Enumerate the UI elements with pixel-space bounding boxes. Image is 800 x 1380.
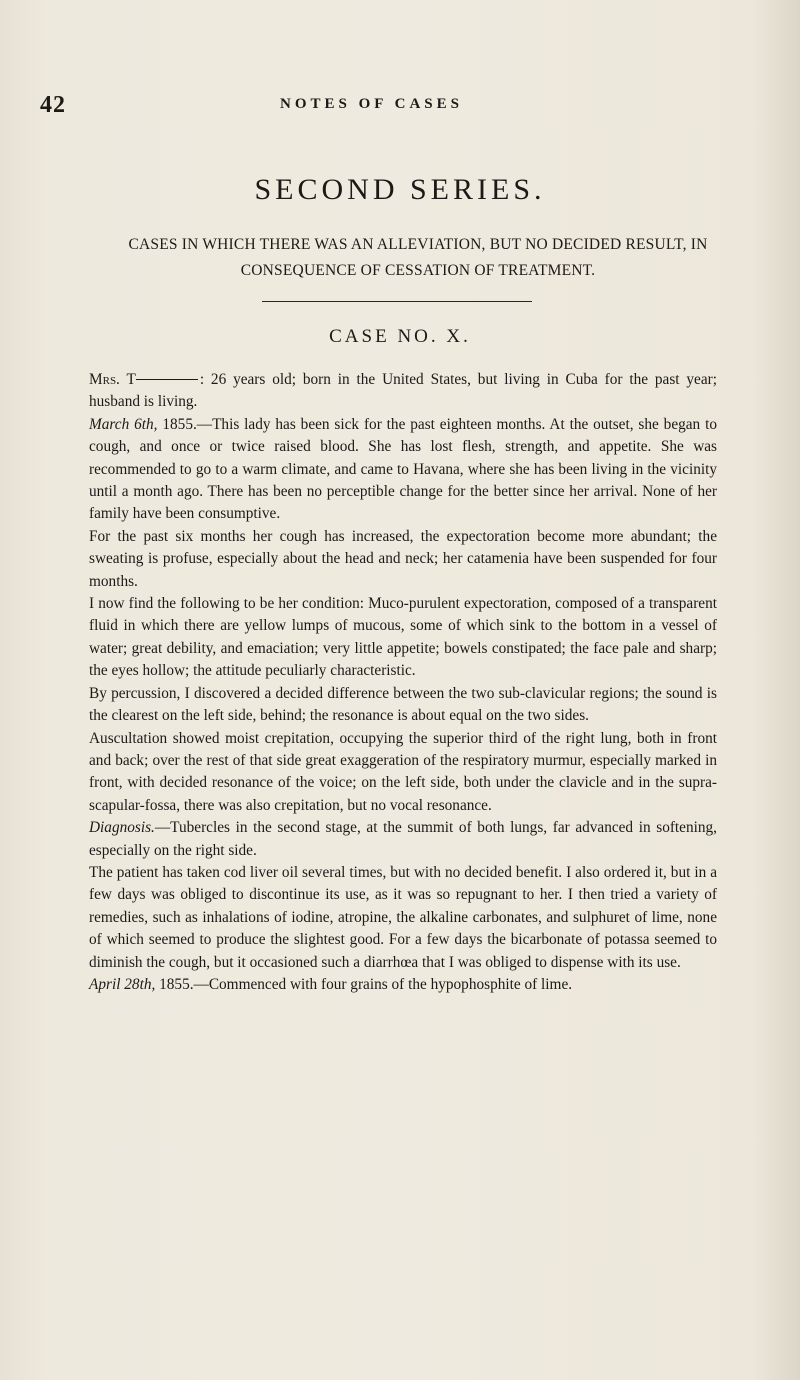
entry-text: Auscultation showed moist crepitation, occupying the superior third of the right lung, both in front and back; over the rest of that side great exaggeration of the respiratory murmur, especially marked in front, with decided resonance of the voice; on the left side, both under the clavicle and in the supra-scapular-fossa, there was also crepitation, but no vocal resonance. bbox=[89, 729, 717, 814]
page-number: 42 bbox=[40, 92, 66, 118]
case-paragraph bbox=[89, 817, 717, 862]
case-paragraph bbox=[89, 414, 717, 526]
case-paragraph bbox=[89, 728, 717, 818]
divider-rule bbox=[262, 301, 532, 302]
section-title: SECOND SERIES. bbox=[254, 173, 546, 206]
case-paragraph bbox=[89, 974, 717, 996]
entry-text: The patient has taken cod liver oil several times, but with no decided benefit. I also ordered it, but in a few days was obliged to discontinue its use, as it was so repugnant to her. I then tried a variety of remedies, such as inhalations of iodine, atropine, the alkaline carbonates, and sulphuret of lime, none of which seemed to produce the slightest good. For a few days the bicarbonate of potassa seemed to diminish the cough, but it occasioned such a diarrhœa that I was obliged to dispense with its use. bbox=[89, 863, 717, 971]
case-body bbox=[89, 369, 717, 996]
patient-intro bbox=[89, 369, 717, 414]
running-head bbox=[40, 92, 760, 120]
case-paragraph bbox=[89, 862, 717, 974]
entry-date: Diagnosis. bbox=[89, 819, 155, 837]
entry-date: April 28th, bbox=[89, 975, 156, 993]
entry-text: 1855.—This lady has been sick for the past eighteen months. At the outset, she began to cough, and once or twice raised blood. She has lost flesh, strength, and appetite. She was recommended to go to a warm climate, and came to Havana, where she has been living in the vicinity until a month ago. There has been no perceptible change for the better since her arrival. None of her family have been consumptive. bbox=[89, 415, 717, 523]
case-paragraph bbox=[89, 526, 717, 593]
patient-intro-text: : 26 years old; born in the United States, but living in Cuba for the past year; husband is living. bbox=[89, 371, 717, 411]
section-subtitle: CASES IN WHICH THERE WAS AN ALLEVIATION, BUT NO DECIDED RESULT, IN CONSEQUENCE OF CESSATION OF TREATMENT. bbox=[128, 236, 708, 279]
patient-label: Mrs. T bbox=[89, 371, 136, 388]
case-paragraph bbox=[89, 593, 717, 683]
entry-text: 1855.—Commenced with four grains of the hypophosphite of lime. bbox=[155, 975, 573, 993]
entry-text: —Tubercles in the second stage, at the summit of both lungs, far advanced in softening, especially on the right side. bbox=[89, 819, 717, 859]
entry-text: For the past six months her cough has increased, the expectoration become more abundant; the sweating is profuse, especially about the head and neck; her catamenia have been suspended for four months. bbox=[89, 527, 717, 590]
entry-date: March 6th, bbox=[89, 415, 158, 433]
case-paragraph bbox=[89, 683, 717, 728]
name-blank bbox=[136, 379, 198, 380]
running-title: NOTES OF CASES bbox=[280, 96, 463, 112]
entry-text: By percussion, I discovered a decided difference between the two sub-clavicular regions; the sound is the clearest on the left side, behind; the resonance is about equal on the two sides. bbox=[89, 684, 717, 725]
entry-text: I now find the following to be her condition: Muco-purulent expectoration, composed of a transparent fluid in which there are yellow lumps of mucous, some of which sink to the bottom in a vessel of water; great debility, and emaciation; very little appetite; bowels constipated; the face pale and sharp; the eyes hollow; the attitude peculiarly characteristic. bbox=[89, 595, 717, 680]
case-title: CASE NO. X. bbox=[329, 326, 471, 347]
